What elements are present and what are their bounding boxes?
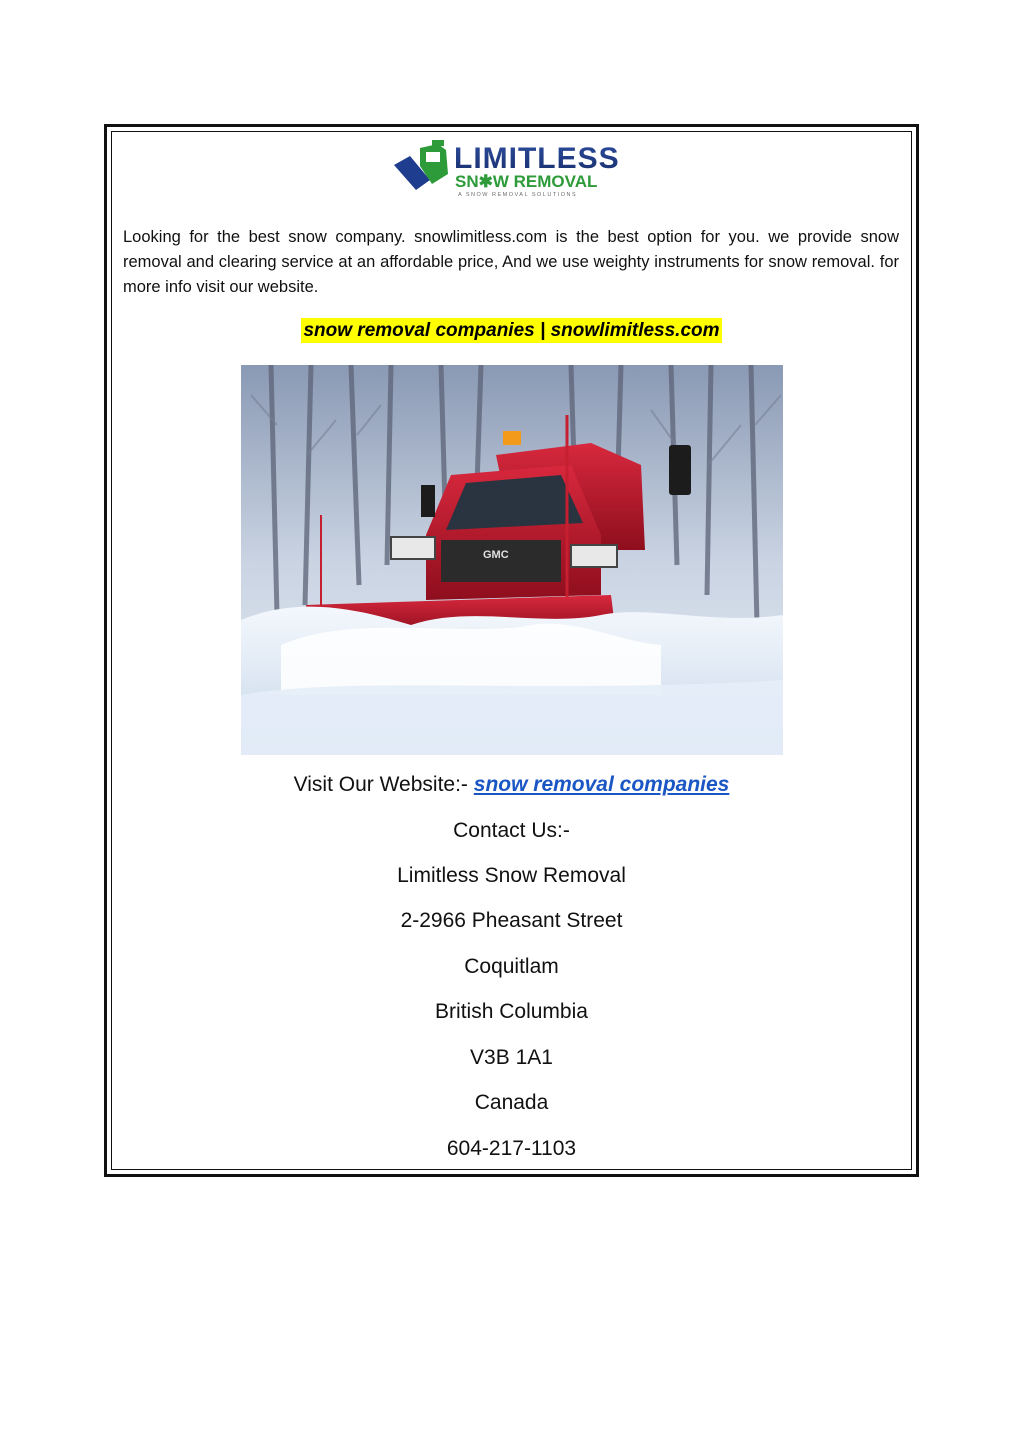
limitless-logo bbox=[388, 138, 624, 200]
logo-line1: LIMITLESS bbox=[454, 142, 620, 175]
country: Canada bbox=[474, 1091, 549, 1114]
contact-heading: Contact Us:- bbox=[453, 819, 570, 842]
visit-line bbox=[0, 772, 1023, 798]
headline bbox=[0, 320, 1023, 342]
grille-shape bbox=[441, 540, 561, 582]
truck-beacon-shape bbox=[432, 140, 444, 146]
street-address: 2-2966 Pheasant Street bbox=[400, 909, 623, 932]
company-name: Limitless Snow Removal bbox=[397, 864, 626, 887]
headline-text: snow removal companies | snowlimitless.com bbox=[303, 320, 720, 341]
truck-window-shape bbox=[426, 152, 440, 162]
logo-line2: SN✱W REMOVAL bbox=[455, 172, 598, 191]
beacon-light-shape bbox=[503, 431, 521, 445]
phone-number: 604-217-1103 bbox=[446, 1137, 577, 1160]
province: British Columbia bbox=[435, 1000, 588, 1023]
intro-paragraph: Looking for the best snow company. snowlimitless.com is the best option for you. we provide snow removal and clearing service at an affordable price, And we use weighty instruments for snow removal. for more info visit our website. bbox=[123, 228, 899, 296]
website-link[interactable]: snow removal companies bbox=[473, 773, 730, 796]
truck-badge: GMC bbox=[483, 549, 509, 561]
postal-code: V3B 1A1 bbox=[470, 1046, 553, 1069]
windshield-shape bbox=[446, 475, 583, 530]
city: Coquitlam bbox=[464, 955, 559, 978]
logo-tagline: A SNOW REMOVAL SOLUTIONS bbox=[458, 192, 578, 198]
visit-prefix: Visit Our Website:- bbox=[293, 773, 474, 796]
snow-plow-photo bbox=[241, 365, 783, 755]
